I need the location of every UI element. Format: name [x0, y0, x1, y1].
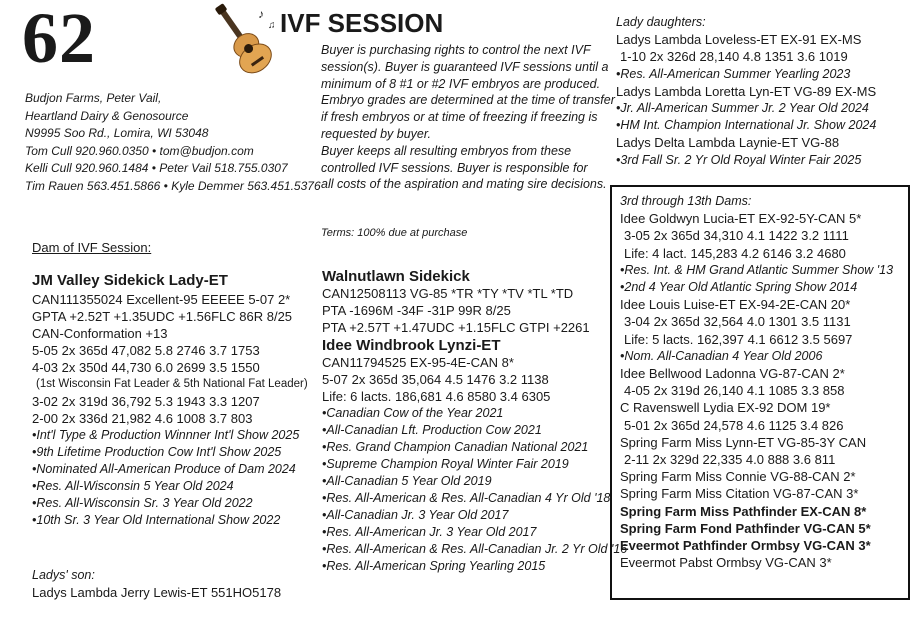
ancestor-name: Eveermot Pabst Ormbsy VG-CAN 3* — [620, 555, 832, 571]
dam-note: (1st Wisconsin Fat Leader & 5th National Fat Leader) — [36, 378, 308, 390]
second-dam-line: CAN11794525 EX-95-4E-CAN 8* — [322, 355, 514, 370]
ancestor-name: Idee Louis Luise-ET EX-94-2E-CAN 20* — [620, 297, 851, 313]
sire-line: CAN12508113 VG-85 *TR *TY *TV *TL *TD — [322, 286, 574, 301]
second-dam-award: •Res. All-American & Res. All-Canadian 4 Yr Old '18 — [322, 491, 611, 505]
dam-line: CAN111355024 Excellent-95 EEEEE 5-07 2* — [32, 292, 291, 307]
dam-section — [32, 272, 308, 529]
ancestor-record: 2-11 2x 329d 22,335 4.0 888 3.6 811 — [624, 452, 836, 468]
contact-line: Tim Rauen 563.451.5866 • Kyle Demmer 563.451.5376 — [25, 178, 321, 193]
svg-text:♫: ♫ — [268, 20, 276, 31]
terms-line: all costs of the aspiration and mating sire decisions. — [321, 177, 607, 192]
second-dam-award: •Canadian Cow of the Year 2021 — [322, 406, 504, 420]
dam-award: •9th Lifetime Production Cow Int'l Show 2025 — [32, 445, 282, 459]
ancestor-record: 5-01 2x 365d 24,578 4.6 1125 3.4 826 — [624, 417, 844, 433]
terms-line: Buyer is purchasing rights to control the next IVF — [321, 43, 591, 57]
second-dam-award: •Res. All-American & Res. All-Canadian Jr. 2 Yr Old '16 — [322, 542, 628, 556]
dam-name: JM Valley Sidekick Lady-ET — [32, 272, 228, 289]
lot-number: 62 — [22, 0, 96, 78]
dam-award: •Nominated All-American Produce of Dam 2024 — [32, 462, 296, 476]
terms-line: Buyer keeps all resulting embryos from these — [321, 143, 572, 158]
daughters-section — [616, 14, 876, 169]
terms-line: Embryo grades are determined at the time of transfer — [321, 93, 615, 108]
dam-award: •Res. All-Wisconsin Sr. 3 Year Old 2022 — [32, 496, 253, 510]
ancestry-header: 3rd through 13th Dams: — [620, 194, 752, 208]
dam-header: Dam of IVF Session: — [32, 240, 152, 255]
ancestor-name: Idee Goldwyn Lucia-ET EX-92-5Y-CAN 5* — [620, 211, 862, 227]
second-dam-award: •All-Canadian Jr. 3 Year Old 2017 — [322, 508, 509, 522]
daughter-award: •HM Int. Champion International Jr. Show 2024 — [616, 118, 877, 133]
sire-line: PTA -1696M -34F -31P 99R 8/25 — [322, 303, 511, 318]
dam-line: GPTA +2.52T +1.35UDC +1.56FLC 86R 8/25 — [32, 309, 293, 324]
dam-record: 5-05 2x 365d 47,082 5.8 2746 3.7 1753 — [32, 343, 260, 358]
daughter-award: •Jr. All-American Summer Jr. 2 Year Old 2024 — [616, 101, 869, 116]
terms-line: minimum of 8 #1 or #2 IVF embryos are produced. — [321, 76, 601, 91]
dam-line: CAN-Conformation +13 — [32, 326, 168, 341]
second-dam-name: Idee Windbrook Lynzi-ET — [322, 337, 501, 354]
daughter-record: 1-10 2x 326d 28,140 4.8 1351 3.6 1019 — [620, 49, 848, 65]
contact-line: Tom Cull 920.960.0350 • tom@budjon.com — [25, 143, 254, 158]
ancestor-record: 4-05 2x 319d 26,140 4.1 1085 3.3 858 — [624, 383, 845, 399]
second-dam-award: •Res. Grand Champion Canadian National 2021 — [322, 440, 589, 454]
ancestor-name: Spring Farm Miss Pathfinder EX-CAN 8* — [620, 503, 867, 519]
terms-line: if fresh embryos or at time of freezing if freezing is — [321, 110, 598, 125]
son-name: Ladys Lambda Jerry Lewis-ET 551HO5178 — [32, 585, 282, 600]
second-dam-award: •Res. All-American Jr. 3 Year Old 2017 — [322, 525, 537, 539]
ancestor-name: Spring Farm Fond Pathfinder VG-CAN 5* — [620, 520, 871, 536]
ancestor-award: •Res. Int. & HM Grand Atlantic Summer Show '13 — [620, 262, 894, 277]
second-dam-award: •All-Canadian 5 Year Old 2019 — [322, 474, 492, 488]
second-dam-award: •All-Canadian Lft. Production Cow 2021 — [322, 423, 542, 437]
daughter-name: Ladys Lambda Loveless-ET EX-91 EX-MS — [616, 32, 862, 48]
sire-name: Walnutlawn Sidekick — [322, 268, 470, 285]
terms-line: session(s). Buyer is guaranteed IVF sessions until a — [321, 59, 609, 74]
ancestor-record: 3-05 2x 365d 34,310 4.1 1422 3.2 1111 — [624, 228, 849, 244]
dam-record: 2-00 2x 336d 21,982 4.6 1008 3.7 803 — [32, 411, 253, 426]
ancestor-record: Life: 5 lacts. 162,397 4.1 6612 3.5 5697 — [624, 331, 853, 347]
contact-block — [25, 90, 321, 196]
sire-line: PTA +2.57T +1.47UDC +1.15FLC GTPI +2261 — [322, 320, 590, 335]
son-header: Ladys' son: — [32, 568, 95, 582]
terms-block — [321, 42, 615, 193]
dam-record: 4-03 2x 350d 44,730 6.0 2699 3.5 1550 — [32, 360, 260, 375]
ancestor-name: C Ravenswell Lydia EX-92 DOM 19* — [620, 400, 831, 416]
contact-line: N9995 Soo Rd., Lomira, WI 53048 — [25, 126, 209, 141]
guitar-icon — [208, 2, 280, 76]
ancestor-name: Spring Farm Miss Citation VG-87-CAN 3* — [620, 486, 859, 502]
second-dam-award: •Supreme Champion Royal Winter Fair 2019 — [322, 457, 569, 471]
second-dam-record: Life: 6 lacts. 186,681 4.6 8580 3.4 6305 — [322, 389, 551, 404]
ancestor-award: •Nom. All-Canadian 4 Year Old 2006 — [620, 348, 823, 363]
contact-line: Budjon Farms, Peter Vail, — [25, 91, 162, 105]
contact-line: Heartland Dairy & Genosource — [25, 108, 189, 123]
ancestor-record: 3-04 2x 365d 32,564 4.0 1301 3.5 1131 — [624, 314, 851, 330]
daughter-name: Ladys Lambda Loretta Lyn-ET VG-89 EX-MS — [616, 83, 877, 99]
ancestor-name: Eveermot Pathfinder Ormbsy VG-CAN 3* — [620, 538, 871, 554]
sire-section — [322, 268, 627, 575]
ancestor-name: Spring Farm Miss Lynn-ET VG-85-3Y CAN — [620, 434, 867, 450]
contact-line: Kelli Cull 920.960.1484 • Peter Vail 518.755.0307 — [25, 161, 288, 176]
ancestry-section — [620, 193, 893, 571]
page-title: IVF SESSION — [280, 8, 444, 38]
ancestor-award: •2nd 4 Year Old Atlantic Spring Show 2014 — [620, 280, 858, 295]
ancestor-record: Life: 4 lact. 145,283 4.2 6146 3.2 4680 — [624, 245, 846, 261]
dam-award: •10th Sr. 3 Year Old International Show 2022 — [32, 513, 281, 527]
terms-due: Terms: 100% due at purchase — [321, 227, 468, 239]
daughter-name: Ladys Delta Lambda Laynie-ET VG-88 — [616, 135, 840, 151]
second-dam-award: •Res. All-American Spring Yearling 2015 — [322, 559, 546, 573]
daughters-header: Lady daughters: — [616, 15, 706, 29]
second-dam-record: 5-07 2x 365d 35,064 4.5 1476 3.2 1138 — [322, 372, 549, 387]
daughter-award: •3rd Fall Sr. 2 Yr Old Royal Winter Fair 2025 — [616, 152, 862, 167]
terms-line: requested by buyer. — [321, 126, 432, 141]
dam-record: 3-02 2x 319d 36,792 5.3 1943 3.3 1207 — [32, 394, 260, 409]
ancestor-name: Spring Farm Miss Connie VG-88-CAN 2* — [620, 469, 856, 485]
ancestor-name: Idee Bellwood Ladonna VG-87-CAN 2* — [620, 366, 845, 382]
terms-line: controlled IVF sessions. Buyer is responsible for — [321, 160, 588, 175]
dam-award: •Int'l Type & Production Winnner Int'l Show 2025 — [32, 428, 300, 442]
dam-award: •Res. All-Wisconsin 5 Year Old 2024 — [32, 479, 234, 493]
daughter-award: •Res. All-American Summer Yearling 2023 — [616, 66, 851, 81]
svg-text:♪: ♪ — [258, 7, 264, 21]
